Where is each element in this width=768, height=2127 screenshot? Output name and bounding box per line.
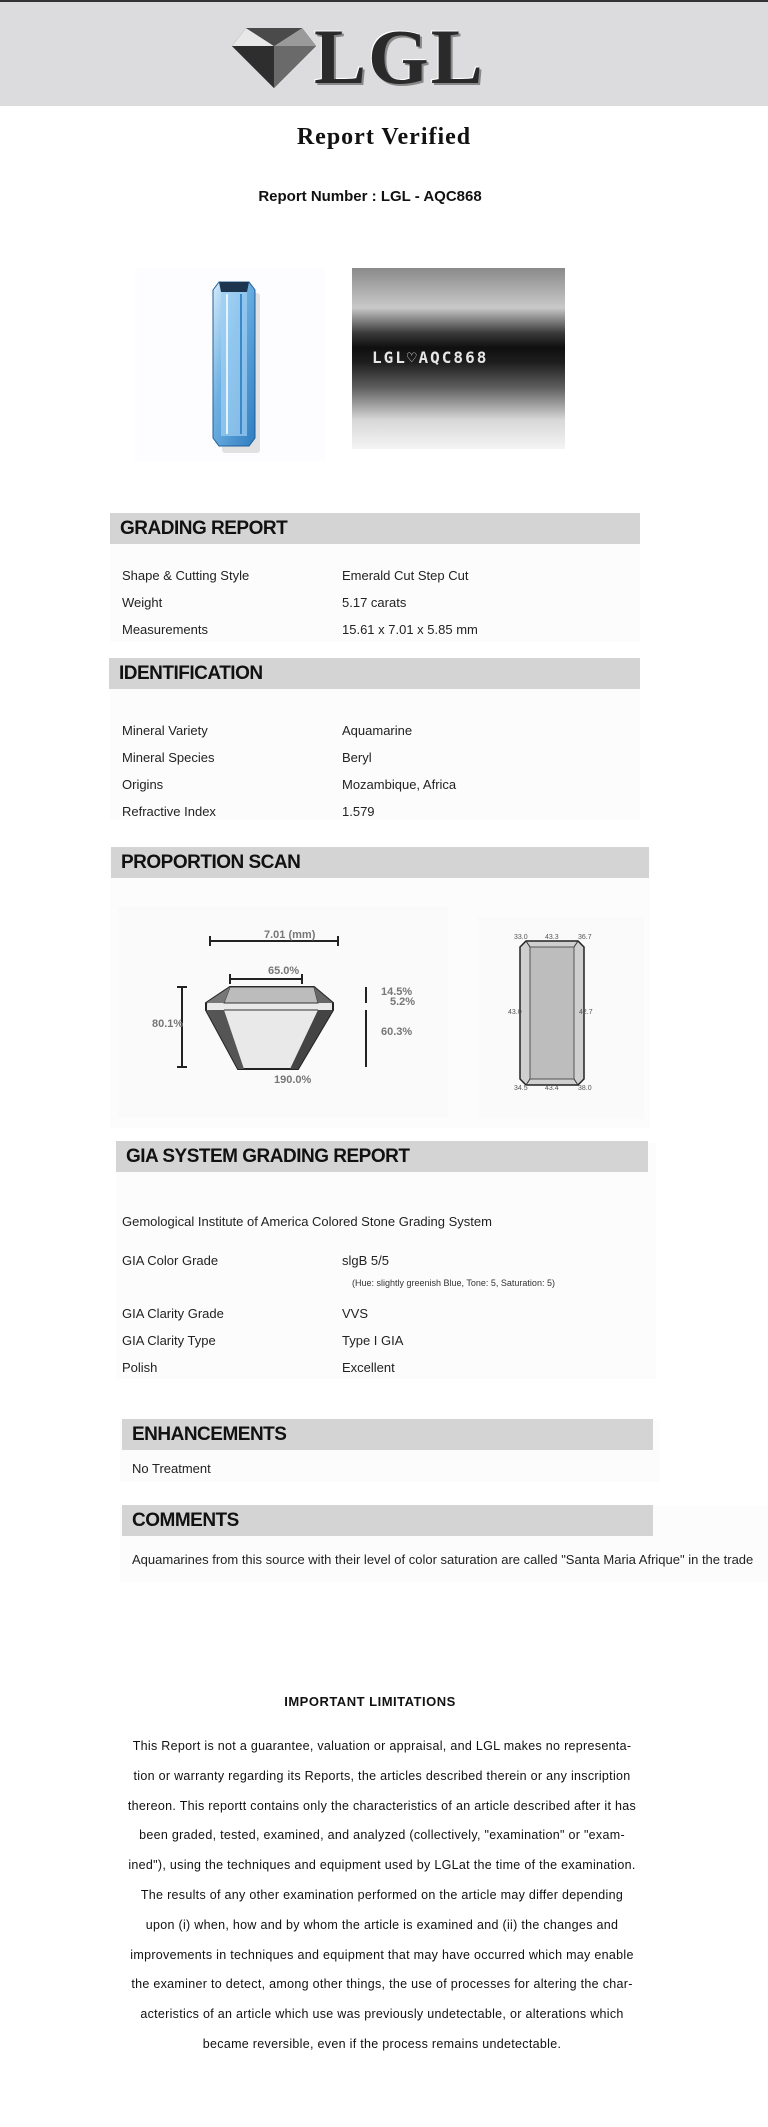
logo-text: LGL	[314, 13, 485, 100]
row-value: 1.579	[342, 804, 375, 819]
header-banner	[0, 0, 768, 106]
row-value: Excellent	[342, 1360, 395, 1375]
limitations-line: acteristics of an article which use was previously undetectable, or alterations which	[140, 2007, 624, 2022]
girdle-label: 5.2%	[390, 996, 416, 1008]
gia-system-text: Gemological Institute of America Colored Stone Grading System	[122, 1214, 492, 1229]
row-label: Mineral Species	[122, 750, 215, 765]
row-label: GIA Clarity Type	[122, 1333, 216, 1348]
limitations-body	[112, 1732, 652, 2060]
right-label: 42.7	[579, 1009, 593, 1016]
limitations-line: This Report is not a guarantee, valuation or appraisal, and LGL makes no representa-	[132, 1739, 632, 1753]
inscription-photo	[352, 268, 565, 449]
table-label: 65.0%	[268, 965, 300, 977]
row-value: Type I GIA	[342, 1333, 404, 1348]
limitations-line: been graded, tested, examined, and analyzed (collectively, "examination" or "exam-	[139, 1828, 625, 1843]
limitations-line: the examiner to detect, among other things, the use of processes for altering the char-	[131, 1977, 633, 1992]
row-label: Measurements	[122, 622, 208, 637]
row-value: Aquamarine	[342, 723, 413, 738]
crown-label: 14.5%	[381, 986, 413, 998]
diamond-icon	[232, 26, 316, 88]
enhancements-text: No Treatment	[132, 1461, 211, 1476]
inscription-text: LGL♡AQC868	[372, 348, 489, 367]
row-value: 5.17 carats	[342, 595, 407, 610]
top-left-label: 33.0	[514, 934, 528, 941]
top-mid-label: 43.3	[545, 934, 559, 941]
row-value: Beryl	[342, 750, 372, 765]
identification-heading: IDENTIFICATION	[109, 658, 640, 689]
comments-text: Aquamarines from this source with their level of color saturation are called "Santa Maria Afrique" in the trade	[132, 1552, 754, 1567]
bottom-right-label: 38.0	[578, 1085, 592, 1092]
limitations-heading: IMPORTANT LIMITATIONS	[284, 1694, 456, 1709]
width-label: 7.01 (mm)	[264, 929, 316, 941]
left-label: 43.0	[508, 1009, 522, 1016]
top-right-label: 36.7	[578, 934, 592, 941]
proportion-top-view-diagram	[478, 917, 644, 1119]
enhancements-heading: ENHANCEMENTS	[122, 1419, 653, 1450]
grading-report-heading: GRADING REPORT	[110, 513, 640, 544]
report-number: Report Number : LGL - AQC868	[258, 188, 482, 205]
row-value: VVS	[342, 1306, 369, 1321]
row-value: Mozambique, Africa	[342, 777, 457, 792]
bottom-mid-label: 43.4	[545, 1085, 559, 1092]
row-label: Mineral Variety	[122, 723, 208, 738]
row-label: Origins	[122, 777, 164, 792]
length-ratio-label: 190.0%	[274, 1074, 312, 1086]
row-label: GIA Clarity Grade	[122, 1306, 224, 1321]
proportion-scan-heading: PROPORTION SCAN	[111, 847, 649, 878]
row-label: GIA Color Grade	[122, 1253, 219, 1268]
limitations-line: became reversible, even if the process remains undetectable.	[202, 2036, 562, 2051]
row-value: slgB 5/5	[342, 1253, 389, 1268]
depth-label: 80.1%	[152, 1018, 184, 1030]
lgl-logo	[232, 13, 492, 100]
row-label: Weight	[122, 595, 163, 610]
comments-heading: COMMENTS	[122, 1505, 653, 1536]
limitations-line: improvements in techniques and equipment that may have occurred which may enable	[130, 1947, 634, 1962]
page-title: Report Verified	[296, 124, 472, 150]
row-label: Refractive Index	[122, 804, 216, 819]
row-value: 15.61 x 7.01 x 5.85 mm	[342, 622, 478, 637]
bottom-left-label: 34.5	[514, 1085, 528, 1092]
gia-heading: GIA SYSTEM GRADING REPORT	[116, 1141, 648, 1172]
limitations-line: thereon. This reportt contains only the characteristics of an article described after it has	[127, 1798, 637, 1813]
proportion-profile-diagram	[118, 907, 448, 1117]
limitations-line: tion or warranty regarding its Reports, the articles described therein or any inscription	[133, 1768, 631, 1783]
row-label: Shape & Cutting Style	[122, 568, 250, 583]
pavilion-label: 60.3%	[381, 1026, 413, 1038]
row-value: Emerald Cut Step Cut	[342, 568, 469, 583]
row-label: Polish	[122, 1360, 158, 1375]
limitations-line: ined"), using the techniques and equipment used by LGLat the time of the examination.	[128, 1858, 636, 1873]
limitations-line: The results of any other examination performed on the article may differ depending	[140, 1887, 624, 1902]
limitations-line: upon (i) when, how and by whom the article is examined and (ii) the changes and	[145, 1917, 619, 1932]
color-grade-note: (Hue: slightly greenish Blue, Tone: 5, Saturation: 5)	[352, 1278, 555, 1288]
gem-photo	[135, 268, 325, 462]
